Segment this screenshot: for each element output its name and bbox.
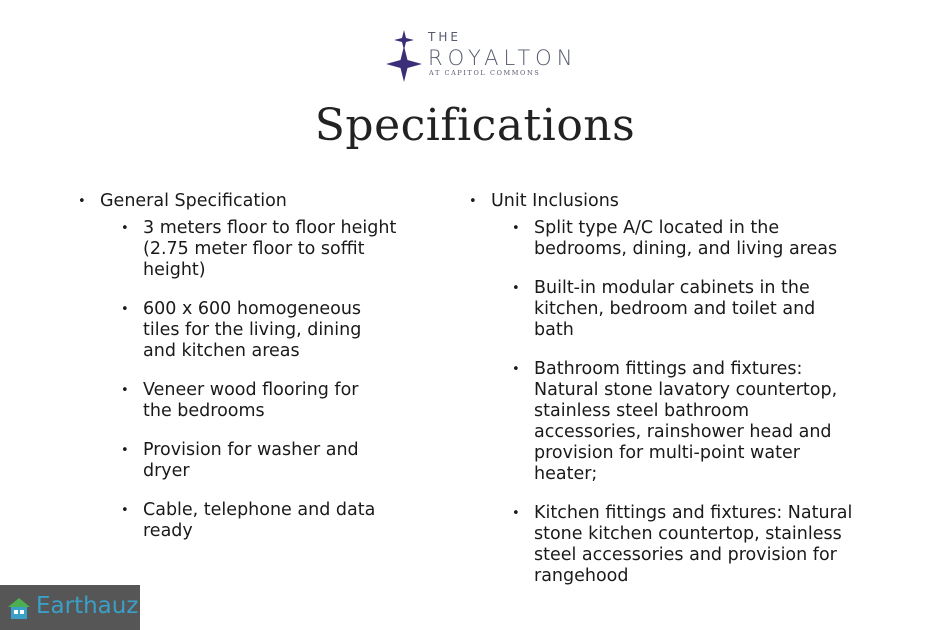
list-item [78, 218, 418, 281]
house-icon [6, 595, 32, 621]
bullet-icon: • [78, 194, 86, 209]
list-item-line: accessories, rainshower head and [534, 422, 832, 442]
heading-label: General Specification [100, 191, 287, 211]
heading-label: Unit Inclusions [491, 191, 619, 211]
bullet-icon: • [121, 302, 129, 317]
list-item-line: Provision for washer and [143, 440, 359, 460]
list-item-line: Built-in modular cabinets in the [534, 278, 810, 298]
unit-inclusions-column [469, 191, 889, 605]
list-item-line: ready [143, 521, 193, 541]
list-item-line: Cable, telephone and data [143, 500, 376, 520]
bullet-icon: • [469, 194, 477, 209]
bullet-icon: • [512, 506, 520, 521]
list-item-line: 3 meters floor to floor height [143, 218, 397, 238]
list-item-line: bath [534, 320, 574, 340]
list-item [469, 359, 889, 485]
list-item-line: 600 x 600 homogeneous [143, 299, 362, 319]
bullet-icon: • [512, 221, 520, 236]
list-item-line: dryer [143, 461, 190, 481]
unit-inclusions-heading [469, 191, 889, 212]
list-item-line: provision for multi-point water [534, 443, 800, 463]
logo-the: THE [428, 30, 461, 44]
unit-inclusions-list [469, 218, 889, 587]
list-item [78, 299, 418, 362]
list-item-line: kitchen, bedroom and toilet and [534, 299, 816, 319]
list-item-line: tiles for the living, dining [143, 320, 362, 340]
list-item [469, 218, 889, 260]
list-item [78, 440, 418, 482]
list-item-line: stainless steel bathroom [534, 401, 750, 421]
list-item-line: height) [143, 260, 206, 280]
list-item-line: stone kitchen countertop, stainless [534, 524, 842, 544]
list-item-line: the bedrooms [143, 401, 265, 421]
list-item-line: Bathroom fittings and fixtures: [534, 359, 803, 379]
star-icon [384, 28, 424, 84]
list-item-line: steel accessories and provision for [534, 545, 837, 565]
list-item [78, 500, 418, 542]
list-item-line: and kitchen areas [143, 341, 300, 361]
bullet-icon: • [121, 503, 129, 518]
royalton-logo [384, 28, 584, 84]
list-item-line: Split type A/C located in the [534, 218, 780, 238]
list-item-line: Kitchen fittings and fixtures: Natural [534, 503, 853, 523]
list-item [469, 503, 889, 587]
bullet-icon: • [121, 443, 129, 458]
list-item [78, 380, 418, 422]
list-item-line: Natural stone lavatory countertop, [534, 380, 838, 400]
list-item-line: bedrooms, dining, and living areas [534, 239, 838, 259]
general-specification-column [78, 191, 418, 560]
bullet-icon: • [512, 362, 520, 377]
list-item-line: heater; [534, 464, 598, 484]
bullet-icon: • [121, 221, 129, 236]
watermark-text: Earthauz [36, 593, 139, 619]
earthauz-watermark [0, 585, 140, 630]
list-item-line: rangehood [534, 566, 629, 586]
list-item-line: Veneer wood flooring for [143, 380, 359, 400]
logo-subtitle: AT CAPITOL COMMONS [429, 69, 541, 77]
page-title: Specifications [314, 100, 636, 151]
list-item [469, 278, 889, 341]
list-item-line: (2.75 meter floor to soffit [143, 239, 365, 259]
general-specification-heading [78, 191, 418, 212]
bullet-icon: • [121, 383, 129, 398]
general-specification-list [78, 218, 418, 542]
bullet-icon: • [512, 281, 520, 296]
logo-name: ROYALTON [428, 46, 578, 70]
